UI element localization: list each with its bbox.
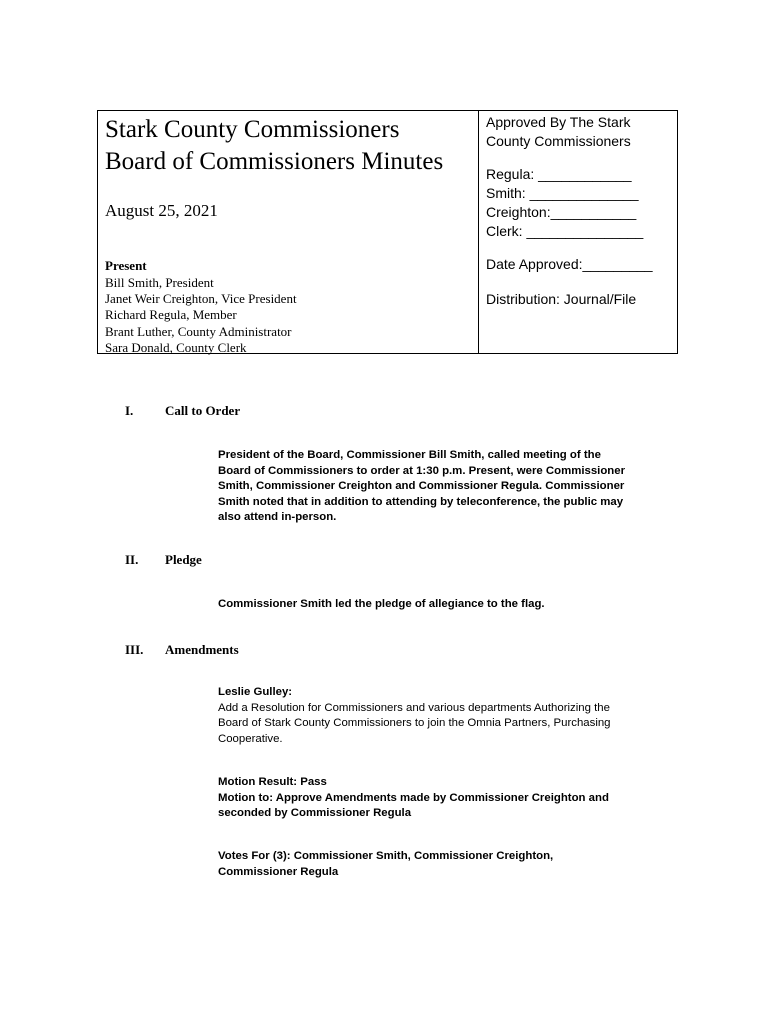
section-number: II. xyxy=(125,552,139,567)
paragraph-line: Add a Resolution for Commissioners and various departments Authorizing the xyxy=(218,701,610,714)
attendee-list xyxy=(105,275,297,356)
header-table xyxy=(97,110,678,354)
signature-line-creighton: Creighton:___________ xyxy=(486,204,637,220)
section-title-pledge: Pledge xyxy=(165,552,202,567)
paragraph-line: Motion to: Approve Amendments made by Commissioner Creighton and xyxy=(218,791,609,804)
paragraph-line: Commissioner Regula xyxy=(218,865,339,878)
votes-block xyxy=(218,849,678,880)
pledge-paragraph: Commissioner Smith led the pledge of allegiance to the flag. xyxy=(218,598,545,610)
amendment-speaker: Leslie Gulley: xyxy=(218,686,293,698)
motion-result: Motion Result: Pass xyxy=(218,776,327,788)
attendee: Bill Smith, President xyxy=(105,275,214,290)
attendee: Brant Luther, County Administrator xyxy=(105,323,292,339)
section-number: I. xyxy=(125,403,134,418)
title-line-2: Board of Commissioners Minutes xyxy=(105,148,444,175)
paragraph-line: Board of Commissioners to order at 1:30 p.m. Present, were Commissioner xyxy=(218,464,626,477)
section-number: III. xyxy=(125,642,144,657)
paragraph-line: Smith noted that in addition to attending by teleconference, the public may xyxy=(218,495,624,508)
signature-line-regula: Regula: ____________ xyxy=(486,166,632,182)
attendee: Richard Regula, Member xyxy=(105,307,237,323)
paragraph-line: Board of Stark County Commissioners to join the Omnia Partners, Purchasing xyxy=(218,717,611,730)
paragraph-line: Votes For (3): Commissioner Smith, Commissioner Creighton, xyxy=(218,850,554,862)
approval-title: Approved By The Stark County Commissioners xyxy=(486,114,631,149)
signature-lines xyxy=(486,165,643,241)
distribution: Distribution: Journal/File xyxy=(486,291,637,307)
paragraph-line: President of the Board, Commissioner Bill Smith, called meeting of the xyxy=(218,449,601,461)
document-title xyxy=(105,114,443,178)
paragraph-line: seconded by Commissioner Regula xyxy=(218,807,412,820)
signature-line-smith: Smith: ______________ xyxy=(486,185,639,201)
paragraph-line: Cooperative. xyxy=(218,732,283,745)
present-heading: Present xyxy=(105,258,147,273)
section-title-amendments: Amendments xyxy=(165,642,239,657)
title-line-1: Stark County Commissioners xyxy=(105,116,400,143)
signature-line-clerk: Clerk: _______________ xyxy=(486,223,644,239)
call-to-order-paragraph xyxy=(218,448,678,526)
amendment-block xyxy=(218,685,678,747)
date-approved: Date Approved:_________ xyxy=(486,256,653,272)
meeting-date: August 25, 2021 xyxy=(105,201,218,220)
attendee: Sara Donald, County Clerk xyxy=(105,339,247,355)
motion-block xyxy=(218,775,678,822)
paragraph-line: Smith, Commissioner Creighton and Commissioner Regula. Commissioner xyxy=(218,480,625,493)
paragraph-line: also attend in-person. xyxy=(218,511,337,524)
section-title-call-to-order: Call to Order xyxy=(165,403,241,418)
header-divider xyxy=(478,111,479,353)
attendee: Janet Weir Creighton, Vice President xyxy=(105,291,297,307)
